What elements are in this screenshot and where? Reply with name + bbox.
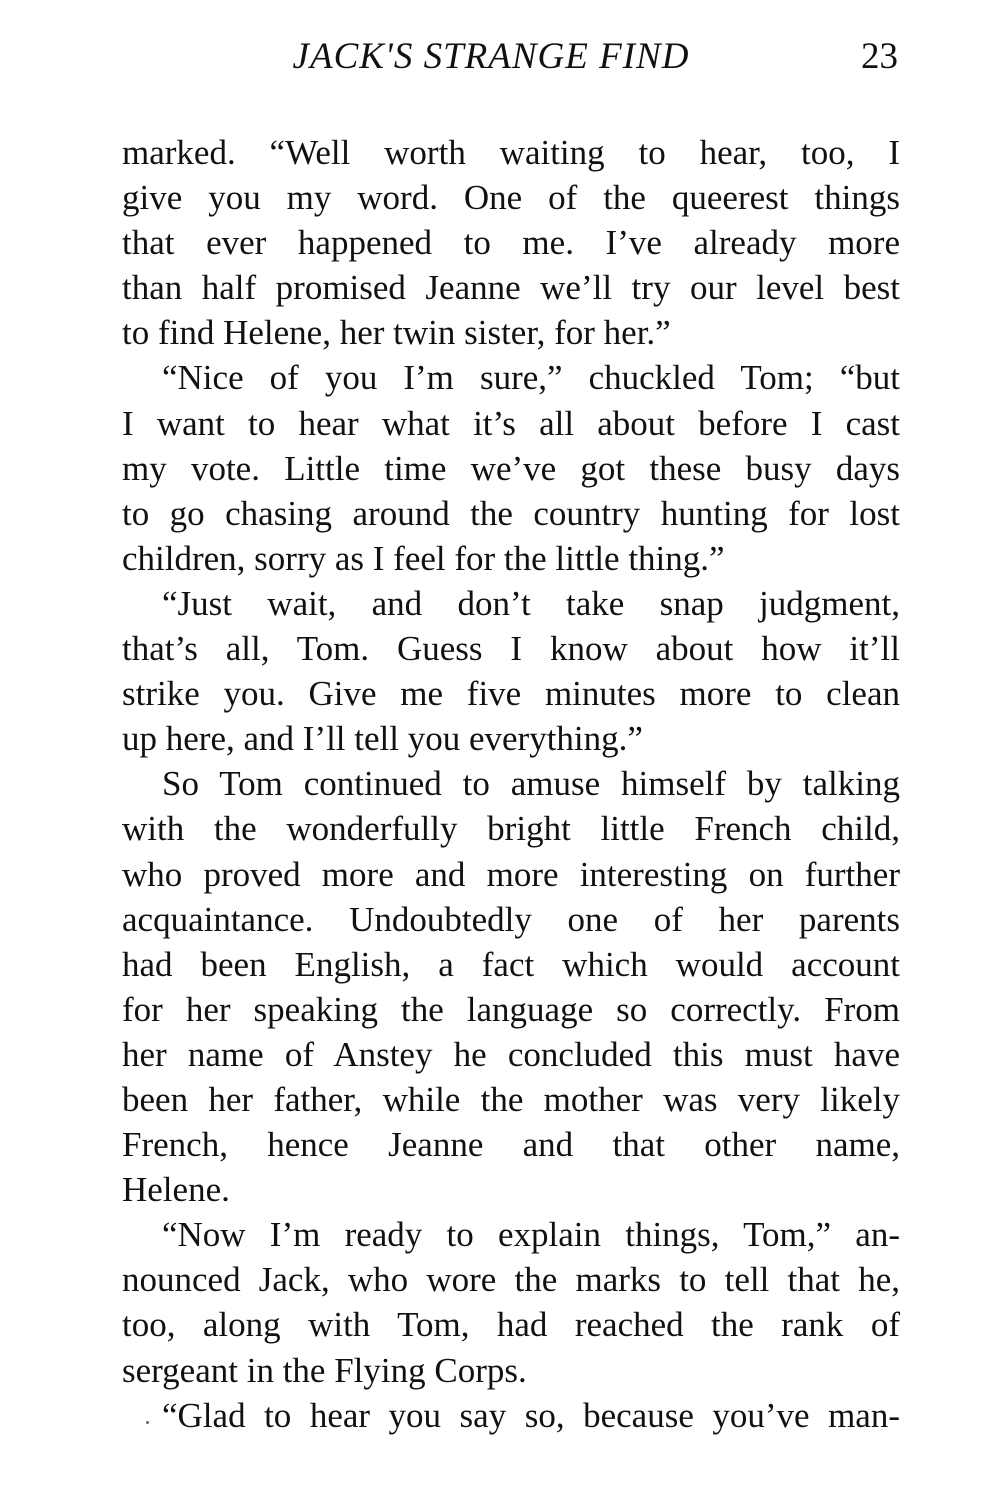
text-line: “Nice of you I’m sure,” chuckled Tom; “but	[162, 358, 900, 398]
text-line: Helene.	[122, 1170, 230, 1210]
text-line: than half promised Jeanne we’ll try our level best	[122, 268, 900, 308]
text-line: been her father, while the mother was very likely	[122, 1079, 900, 1119]
text-line: that’s all, Tom. Guess I know about how it’ll	[122, 629, 900, 669]
text-line: strike you. Give me five minutes more to clean	[122, 674, 900, 714]
text-line: too, along with Tom, had reached the rank of	[122, 1305, 900, 1345]
text-line: with the wonderfully bright little French child,	[122, 809, 900, 849]
text-line: my vote. Little time we’ve got these busy days	[122, 448, 900, 488]
text-line: her name of Anstey he concluded this must have	[122, 1034, 900, 1074]
text-line: up here, and I’ll tell you everything.”	[122, 719, 643, 759]
text-line: I want to hear what it’s all about before I cast	[122, 403, 900, 443]
text-line: children, sorry as I feel for the little thing.”	[122, 538, 725, 578]
running-head	[122, 32, 900, 82]
text-line: “Glad to hear you say so, because you’ve man-	[162, 1395, 900, 1435]
text-line: sergeant in the Flying Corps.	[122, 1350, 527, 1390]
text-line: give you my word. One of the queerest things	[122, 178, 900, 218]
text-line: “Just wait, and don’t take snap judgment,	[162, 583, 900, 623]
text-line: to go chasing around the country hunting for lost	[122, 493, 900, 533]
text-line: nounced Jack, who wore the marks to tell that he,	[122, 1260, 900, 1300]
text-line: who proved more and more interesting on further	[122, 854, 900, 894]
text-line: for her speaking the language so correctly. From	[122, 989, 900, 1029]
text-line: had been English, a fact which would account	[122, 944, 900, 984]
text-line: “Now I’m ready to explain things, Tom,” an-	[162, 1215, 900, 1255]
text-line: marked. “Well worth waiting to hear, too, I	[122, 133, 900, 172]
text-line: So Tom continued to amuse himself by talking	[162, 764, 900, 804]
page-number: 23	[861, 36, 898, 77]
body-text	[122, 130, 900, 1438]
text-line: French, hence Jeanne and that other name,	[122, 1125, 900, 1165]
text-line: that ever happened to me. I’ve already more	[122, 223, 900, 263]
text-line: acquaintance. Undoubtedly one of her parents	[122, 899, 900, 939]
text-line: to find Helene, her twin sister, for her.”	[122, 313, 671, 353]
margin-speck	[146, 1421, 149, 1424]
running-title: JACK'S STRANGE FIND	[292, 36, 690, 77]
